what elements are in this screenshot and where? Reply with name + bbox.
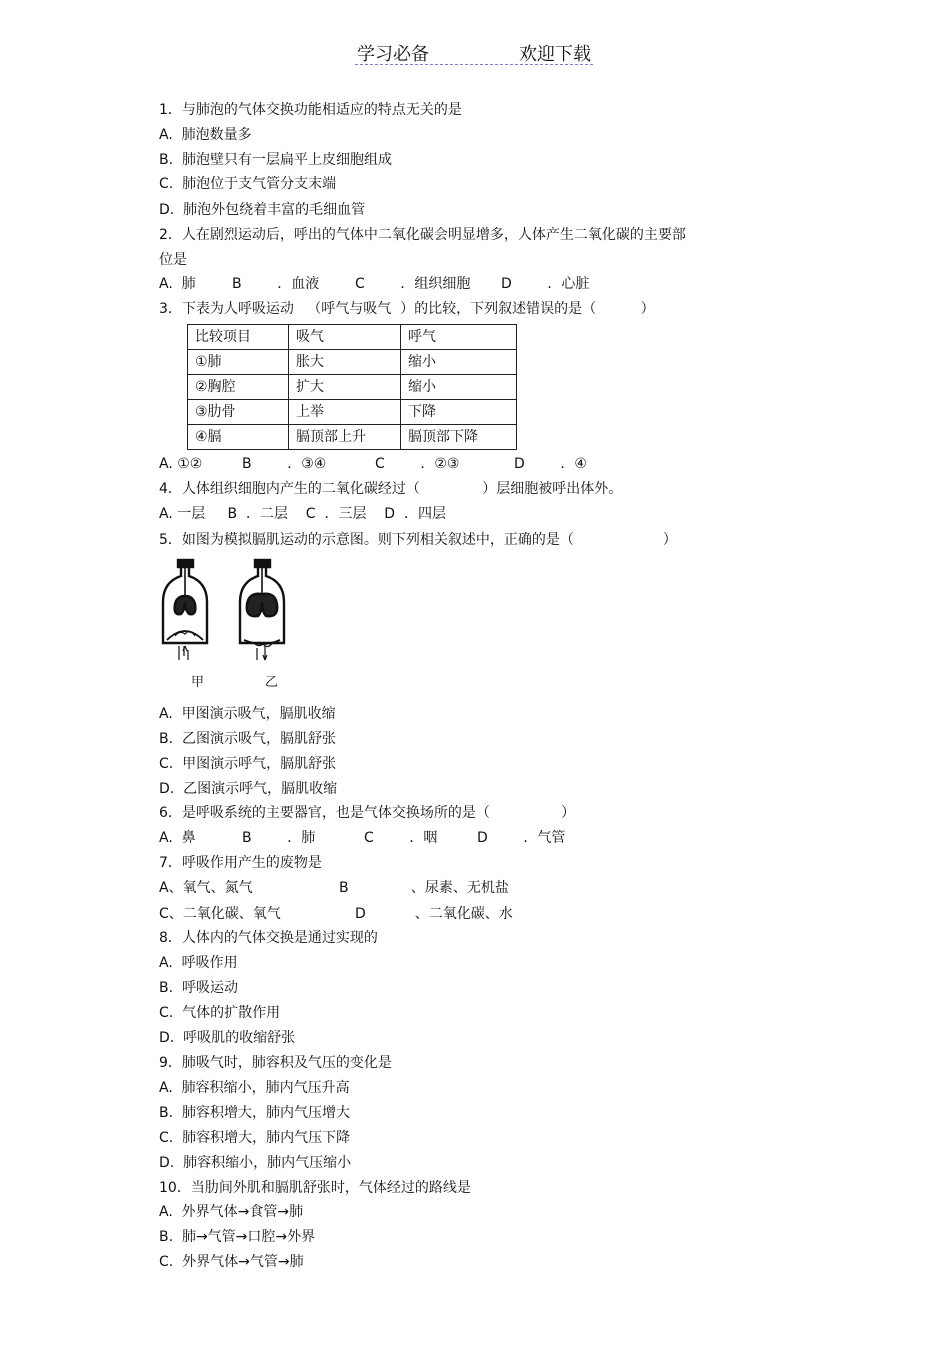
q1-option-d: D. 肺泡外包绕着丰富的毛细血管 (159, 202, 366, 218)
q8-option-d: D. 呼吸肌的收缩舒张 (159, 1030, 296, 1046)
table-row (188, 350, 517, 375)
q1-option-c: C. 肺泡位于支气管分支末端 (159, 176, 337, 192)
table-cell: 胀大 (289, 350, 401, 375)
table-cell: 扩大 (289, 375, 401, 400)
q1-option-a: A. 肺泡数量多 (159, 127, 252, 143)
page-header (355, 40, 593, 65)
table-cell: 下降 (401, 400, 517, 425)
q3-option-a: A. ①② (159, 456, 203, 472)
header-right: 欢迎下载 (519, 44, 591, 65)
q8-option-a: A. 呼吸作用 (159, 955, 238, 971)
q5-option-b: B. 乙图演示吸气，膈肌舒张 (159, 731, 336, 747)
table-header-row (188, 325, 517, 350)
table-cell: ④膈 (188, 425, 289, 450)
q10-option-b: B. 肺→气管→口腔→外界 (159, 1229, 316, 1245)
q1-option-b: B. 肺泡壁只有一层扁平上皮细胞组成 (159, 152, 392, 168)
q7-option-a: A、氧气、氮气 (159, 880, 253, 896)
figure-label-a: 甲 (191, 675, 205, 690)
q4-stem: 4．人体组织细胞内产生的二氧化碳经过（ ）层细胞被呼出体外。 (159, 481, 623, 497)
q10-option-a: A. 外界气体→食管→肺 (159, 1204, 304, 1220)
table-cell: 上举 (289, 400, 401, 425)
header-left: 学习必备 (357, 44, 429, 65)
q3-option-b: B ．③④ (242, 456, 327, 472)
q9-option-c: C. 肺容积增大，肺内气压下降 (159, 1130, 351, 1146)
table-header-cell: 吸气 (289, 325, 401, 350)
q7-option-b: B 、尿素、无机盐 (339, 880, 509, 896)
q7-option-c: C、二氧化碳、氧气 (159, 906, 281, 922)
q2-stem-line1: 2．人在剧烈运动后，呼出的气体中二氧化碳会明显增多，人体产生二氧化碳的主要部 (159, 227, 686, 243)
table-cell: 缩小 (401, 350, 517, 375)
table-cell: 膈顶部下降 (401, 425, 517, 450)
table-header-cell: 呼气 (401, 325, 517, 350)
comparison-table (187, 324, 517, 450)
q5-stem: 5．如图为模拟膈肌运动的示意图。则下列相关叙述中，正确的是（ ） (159, 532, 677, 548)
table-header-cell: 比较项目 (188, 325, 289, 350)
q9-stem: 9．肺吸气时，肺容积及气压的变化是 (159, 1055, 392, 1071)
q7-option-d: D 、二氧化碳、水 (355, 906, 513, 922)
q6-option-b: B ．肺 (242, 830, 316, 846)
q8-stem: 8．人体内的气体交换是通过实现的 (159, 930, 378, 946)
q5-option-d: D. 乙图演示呼气，膈肌收缩 (159, 781, 338, 797)
q6-option-c: C ．咽 (364, 830, 438, 846)
q5-option-c: C. 甲图演示呼气，膈肌舒张 (159, 756, 337, 772)
q6-stem: 6．是呼吸系统的主要器官，也是气体交换场所的是（ ） (159, 805, 576, 821)
table-cell: ①肺 (188, 350, 289, 375)
q7-stem: 7．呼吸作用产生的废物是 (159, 855, 322, 871)
table-row (188, 425, 517, 450)
table-row (188, 375, 517, 400)
figure-label-b: 乙 (265, 675, 279, 690)
q2-option-d: D ．心脏 (501, 276, 590, 292)
table-cell: ②胸腔 (188, 375, 289, 400)
q2-option-c: C ．组织细胞 (355, 276, 471, 292)
q3-option-d: D ．④ (514, 456, 587, 472)
table-row (188, 400, 517, 425)
q6-option-a: A. 鼻 (159, 830, 196, 846)
q9-option-a: A. 肺容积缩小，肺内气压升高 (159, 1080, 350, 1096)
table-cell: 膈顶部上升 (289, 425, 401, 450)
q8-option-b: B. 呼吸运动 (159, 980, 238, 996)
table-cell: 缩小 (401, 375, 517, 400)
diaphragm-model-figure (155, 556, 315, 696)
q10-stem: 10．当肋间外肌和膈肌舒张时，气体经过的路线是 (159, 1180, 471, 1196)
q5-option-a: A. 甲图演示吸气，膈肌收缩 (159, 706, 336, 722)
q8-option-c: C. 气体的扩散作用 (159, 1005, 281, 1021)
q2-option-b: B ．血液 (232, 276, 320, 292)
q1-stem: 1．与肺泡的气体交换功能相适应的特点无关的是 (159, 102, 462, 118)
q9-option-d: D. 肺容积缩小，肺内气压缩小 (159, 1155, 352, 1171)
q3-stem: 3．下表为人呼吸运动 （呼气与吸气 ）的比较，下列叙述错误的是（ ） (159, 301, 655, 317)
q3-option-c: C ．②③ (375, 456, 460, 472)
q6-option-d: D ．气管 (477, 830, 566, 846)
q9-option-b: B. 肺容积增大，肺内气压增大 (159, 1105, 350, 1121)
q4-options: A. 一层 B ．二层 C ．三层 D ．四层 (159, 506, 446, 522)
q2-option-a: A. 肺 (159, 276, 196, 292)
table-cell: ③肋骨 (188, 400, 289, 425)
q2-stem-line2: 位是 (159, 252, 187, 268)
q10-option-c: C. 外界气体→气管→肺 (159, 1254, 304, 1270)
